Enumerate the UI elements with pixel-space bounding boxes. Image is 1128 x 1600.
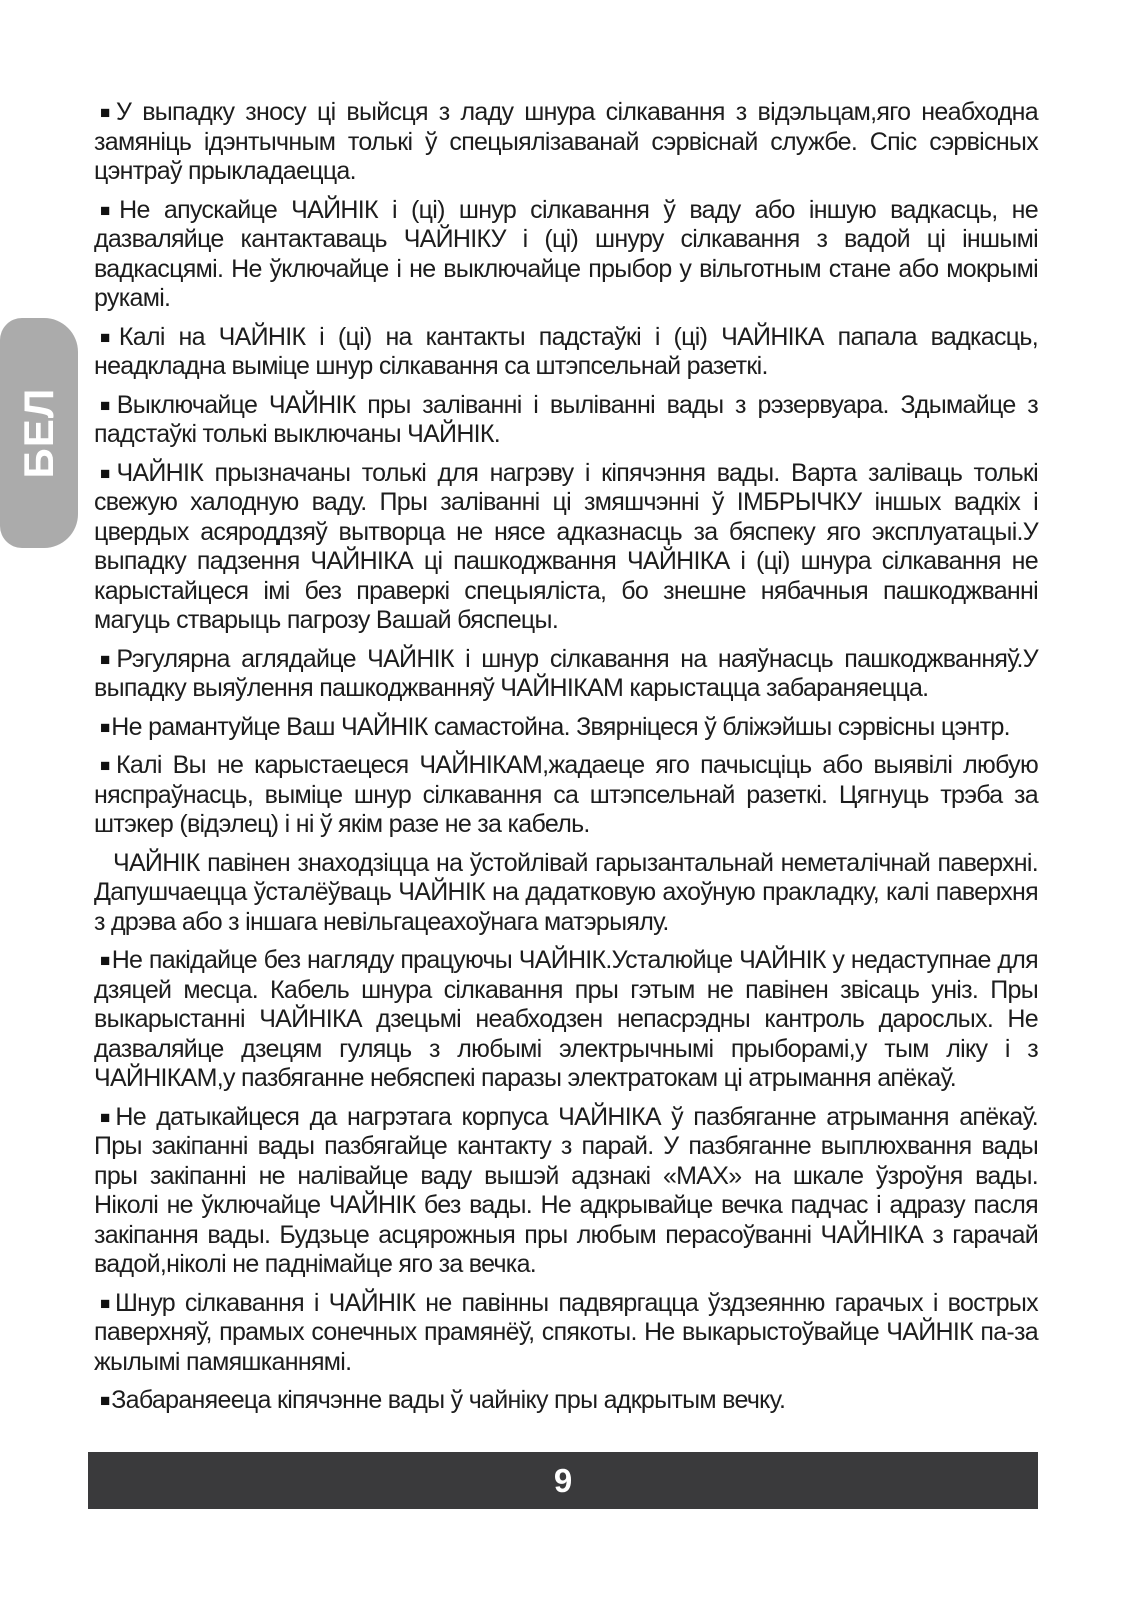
safety-paragraph <box>94 323 1038 382</box>
bullet-square-icon: ■ <box>100 103 116 122</box>
paragraph-text: ЧАЙНІК прызначаны толькі для нагрэву і кіпячэння вады. Варта заліваць толькі свежую халодную ваду. Пры заліванні ці змяшчэнні ў ІМБРЫЧКУ іншых вадкіх і цвердых асяроддзяў вытворца не нясе адказнасць за бяспеку яго эксплуатацыі.У выпадку падзення ЧАЙНІКА ці пашкоджвання ЧАЙНІКА і (ці) шнура сілкавання не карыстайцеся імі без праверкі спецыяліста, бо знешне нябачныя пашкоджванні магуць стварыць пагрозу Вашай бяспецы. <box>94 458 1038 634</box>
safety-paragraph <box>94 459 1038 636</box>
safety-paragraph <box>94 849 1038 938</box>
safety-paragraph <box>94 645 1038 704</box>
bullet-square-icon: ■ <box>100 951 111 970</box>
paragraph-text: Шнур сілкавання і ЧАЙНІК не павінны падвяргацца ўздзеянню гарачых і вострых паверхняў, прамых сонечных прамянёў, спякоты. Не выкарыстоўвайце ЧАЙНІК па-за жылымі памяшканнямі. <box>94 1288 1038 1376</box>
bullet-square-icon: ■ <box>100 200 119 220</box>
bullet-square-icon: ■ <box>100 395 116 415</box>
paragraph-text: ЧАЙНІК павінен знаходзіцца на ўстойлівай гарызантальнай неметалічнай паверхні. Дапушчаецца ўсталёўваць ЧАЙНІК на дадатковую ахоўную пракладку, калі паверхня з дрэва або з іншага невільгацеахоўнага матэрыялу. <box>94 848 1038 936</box>
paragraph-text: Калі Вы не карыстаецеся ЧАЙНІКАМ,жадаеце яго пачысціць або выявілі любую няспраўнасць, выміце шнур сілкавання са штэпсельнай разеткі. Цягнуць трэба за штэкер (відэлец) і ні ў якім разе не за кабель. <box>94 751 1038 838</box>
bullet-square-icon: ■ <box>100 1293 114 1313</box>
safety-paragraph <box>94 1386 1038 1416</box>
language-tab-bel <box>0 318 78 548</box>
safety-paragraph <box>94 751 1038 840</box>
bullet-square-icon: ■ <box>100 1107 115 1127</box>
safety-paragraph <box>94 1103 1038 1280</box>
paragraph-text: У выпадку зносу ці выйсця з ладу шнура сілкавання з відэльцам,яго неабходна замяніць ідэнтычным толькі ў спецыялізаванай сэрвіснай службе. Спіс сэрвісных цэнтраў прыкладаецца. <box>94 98 1038 185</box>
safety-paragraph <box>94 391 1038 450</box>
paragraph-text: Выключайце ЧАЙНІК пры заліванні і выліванні вады з рэзервуара. Здымайце з падстаўкі толькі выключаны ЧАЙНІК. <box>94 390 1038 448</box>
paragraph-text: Не рамантуйце Ваш ЧАЙНІК самастойна. Звярніцеся ў бліжэйшы сэрвісны цэнтр. <box>111 712 1010 741</box>
bullet-square-icon: ■ <box>100 1391 111 1410</box>
paragraph-text: Не пакідайце без нагляду працуючы ЧАЙНІК.Усталюйце ЧАЙНІК у недаступнае для дзяцей месца. Кабель шнура сілкавання пры гэтым не павінен звісаць уніз. Пры выкарыстанні ЧАЙНІКА дзецьмі неабходзен непасрэдны кантроль дарослых. Не дазваляйце дзецям гуляць з любымі электрычнымі прыборамі,у тым ліку і з ЧАЙНІКАМ,у пазбяганне небяспекі паразы электратокам ці атрымання апёкаў. <box>94 946 1038 1092</box>
paragraph-text: Не датыкайцеся да нагрэтага корпуса ЧАЙНІКА ў пазбяганне атрымання апёкаў. Пры закіпанні вады пазбягайце кантакту з парай. У пазбяганне выплюхвання вады пры закіпанні не налівайце ваду вышэй адзнакі «MAX» на шкале ўзроўня вады. Ніколі не ўключайце ЧАЙНІК без вады. Не адкрывайце вечка падчас і адразу пасля закіпання вады. Будзьце асцярожныя пры любым перасоўванні ЧАЙНІКА з гарачай вадой,ніколі не паднімайце яго за вечка. <box>94 1102 1038 1278</box>
safety-instructions-section <box>94 98 1038 1425</box>
paragraph-text: Не апускайце ЧАЙНІК і (ці) шнур сілкавання ў ваду або іншую вадкасць, не дазваляйце кантактаваць ЧАЙНІКУ і (ці) шнуру сілкавання з вадой ці іншымі вадкасцямі. Не ўключайце і не выключайце прыбор у вільготным стане або мокрымі рукамі. <box>94 195 1038 312</box>
bullet-square-icon: ■ <box>100 649 116 669</box>
paragraph-text: Калі на ЧАЙНІК і (ці) на кантакты падстаўкі і (ці) ЧАЙНІКА папала вадкасць, неадкладна выміце шнур сілкавання са штэпсельнай разеткі. <box>94 322 1038 380</box>
safety-paragraph <box>94 1289 1038 1378</box>
bullet-square-icon: ■ <box>100 756 115 775</box>
bullet-square-icon: ■ <box>100 463 116 483</box>
paragraph-text: Забараняееца кіпячэнне вады ў чайніку пры адкрытым вечку. <box>111 1386 786 1414</box>
page-number-bar <box>88 1452 1038 1509</box>
page-number: 9 <box>553 1461 573 1499</box>
safety-paragraph <box>94 98 1038 187</box>
safety-paragraph <box>94 196 1038 314</box>
safety-paragraph <box>94 946 1038 1094</box>
safety-paragraph <box>94 713 1038 743</box>
paragraph-text: Рэгулярна аглядайце ЧАЙНІК і шнур сілкавання на наяўнасць пашкоджванняў.У выпадку выяўлення пашкоджванняў ЧАЙНІКАМ карыстацца забараняецца. <box>94 644 1038 702</box>
bullet-square-icon: ■ <box>100 717 111 737</box>
language-tab-label: БЕЛ <box>15 387 62 479</box>
bullet-square-icon: ■ <box>100 327 118 347</box>
